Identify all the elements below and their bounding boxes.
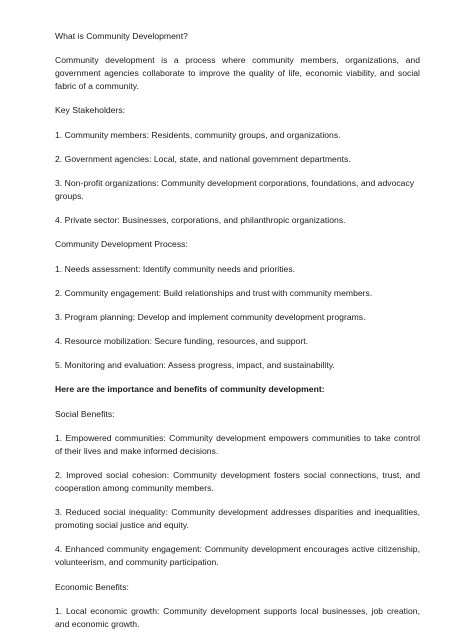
- process-item: 4. Resource mobilization: Secure funding, resources, and support.: [55, 336, 309, 347]
- stakeholders-heading: Key Stakeholders:: [55, 105, 126, 116]
- document-title: What is Community Development?: [55, 31, 188, 41]
- intro-paragraph: Community development is a process where community members, organizations, and government agencies collaborate to improve the quality of life, economic viability, and social fabric of a community.: [55, 55, 420, 92]
- economic-benefit-item: 1. Local economic growth: Community development supports local businesses, job creation, and economic growth.: [55, 605, 420, 629]
- stakeholder-item: 4. Private sector: Businesses, corporations, and philanthropic organizations.: [55, 215, 346, 226]
- social-benefit-item: 4. Enhanced community engagement: Community development encourages active citizenship, volunteerism, and community participation.: [55, 544, 420, 568]
- stakeholder-item: 3. Non-profit organizations: Community development corporations, foundations, and advocacy groups.: [55, 177, 415, 201]
- process-item: 1. Needs assessment: Identify community needs and priorities.: [55, 263, 296, 274]
- process-item: 3. Program planning: Develop and implement community development programs.: [55, 311, 366, 322]
- process-item: 5. Monitoring and evaluation: Assess progress, impact, and sustainability.: [55, 360, 335, 371]
- social-benefit-item: 2. Improved social cohesion: Community development fosters social connections, trust, and cooperation among community members.: [55, 470, 420, 493]
- social-benefit-item: 1. Empowered communities: Community development empowers communities to take control of their lives and make informed decisions.: [55, 432, 420, 456]
- social-benefits-heading: Social Benefits:: [55, 408, 115, 419]
- economic-benefits-heading: Economic Benefits:: [55, 581, 129, 592]
- stakeholder-item: 1. Community members: Residents, community groups, and organizations.: [55, 129, 341, 140]
- process-item: 2. Community engagement: Build relationships and trust with community members.: [55, 287, 373, 298]
- importance-heading: Here are the importance and benefits of community development:: [55, 384, 325, 395]
- process-heading: Community Development Process:: [55, 239, 188, 250]
- social-benefit-item: 3. Reduced social inequality: Community development addresses disparities and inequalities, promoting social justice and equity.: [55, 507, 420, 531]
- stakeholder-item: 2. Government agencies: Local, state, and national government departments.: [55, 153, 351, 164]
